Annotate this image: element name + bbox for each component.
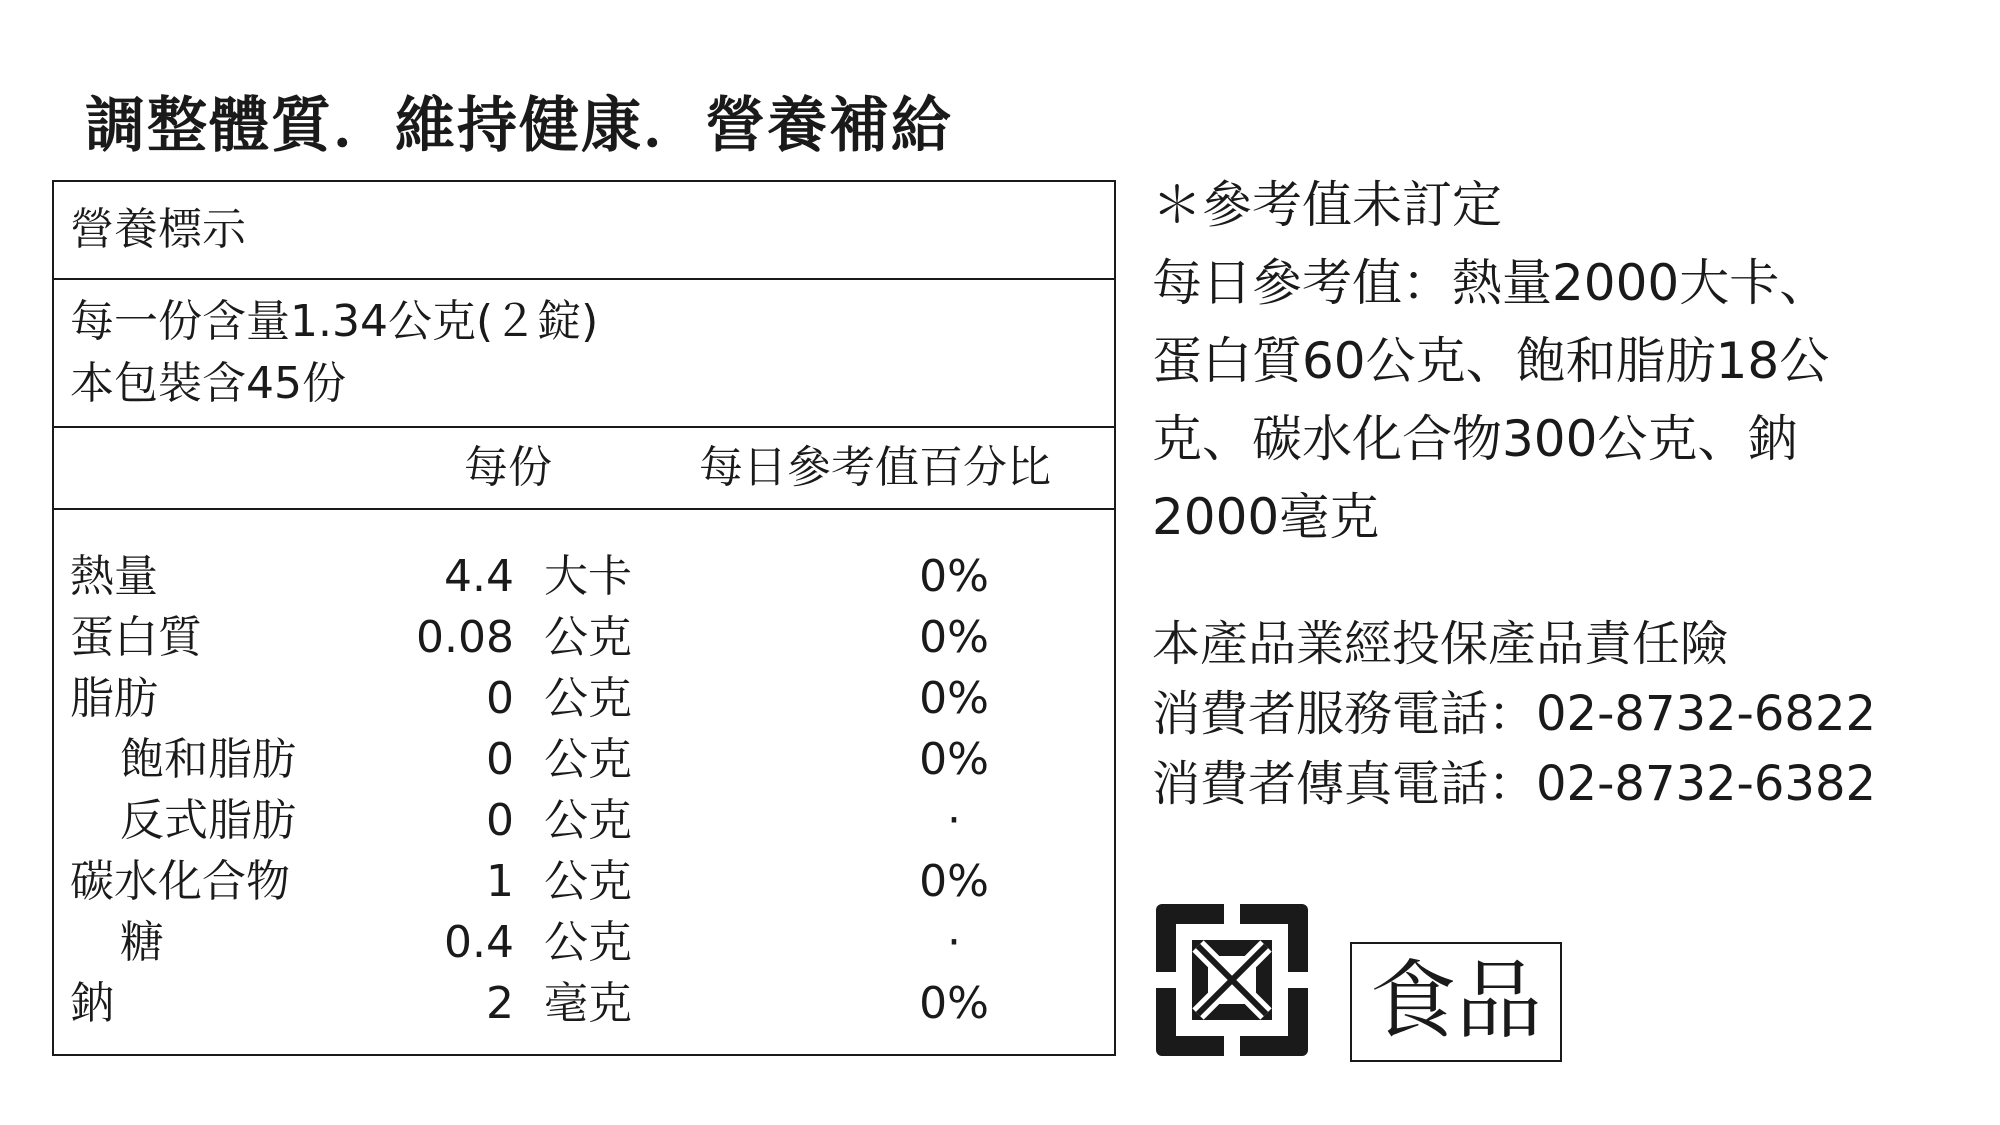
- col-daily-value: 每日參考值百分比: [699, 442, 1051, 493]
- nutrient-value: 2: [486, 978, 514, 1029]
- nutrient-unit: 公克: [544, 673, 632, 724]
- fax-phone: 消費者傳真電話：02-8732-6382: [1152, 756, 1877, 812]
- nutrient-dv: ·: [947, 917, 961, 968]
- nutrient-name: 蛋白質: [70, 612, 202, 663]
- nutrition-label: [52, 180, 1116, 1056]
- nutrient-unit: 公克: [544, 856, 632, 907]
- nutrient-name: 鈉: [70, 978, 114, 1029]
- service-phone: 消費者服務電話：02-8732-6822: [1152, 686, 1877, 742]
- label-title: 營養標示: [70, 204, 246, 255]
- nutrient-unit: 毫克: [544, 978, 632, 1029]
- nutrient-unit: 公克: [544, 795, 632, 846]
- nutrient-row: [54, 912, 1114, 973]
- recycle-icon: [1152, 900, 1312, 1060]
- nutrient-value: 0.4: [444, 917, 514, 968]
- label-title-section: [54, 182, 1114, 280]
- nutrient-row: [54, 851, 1114, 912]
- nutrient-name: 脂肪: [70, 673, 158, 724]
- nutrient-row: [54, 668, 1114, 729]
- daily-value-note: 蛋白質60公克、飽和脂肪18公: [1152, 332, 1830, 390]
- nutrient-row: [54, 973, 1114, 1034]
- nutrient-value: 1: [486, 856, 514, 907]
- nutrient-dv: 0%: [919, 978, 989, 1029]
- nutrient-name: 反式脂肪: [120, 795, 296, 846]
- nutrient-value: 0: [486, 795, 514, 846]
- nutrient-name: 糖: [120, 917, 164, 968]
- nutrient-value: 0.08: [416, 612, 514, 663]
- dv-footnote: ＊參考值未訂定: [1152, 176, 1502, 234]
- nutrient-value: 0: [486, 673, 514, 724]
- nutrient-unit: 公克: [544, 734, 632, 785]
- column-header-section: [54, 428, 1114, 510]
- nutrient-name: 飽和脂肪: [120, 734, 296, 785]
- food-mark: 食品: [1350, 942, 1562, 1062]
- nutrient-unit: 大卡: [544, 551, 632, 602]
- nutrient-dv: 0%: [919, 734, 989, 785]
- daily-value-note: 2000毫克: [1152, 488, 1380, 546]
- nutrient-value: 0: [486, 734, 514, 785]
- nutrient-value: 4.4: [444, 551, 514, 602]
- nutrient-row: [54, 729, 1114, 790]
- nutrient-unit: 公克: [544, 612, 632, 663]
- nutrient-dv: ·: [947, 795, 961, 846]
- daily-value-note: 克、碳水化合物300公克、鈉: [1152, 410, 1798, 468]
- nutrient-name: 熱量: [70, 551, 158, 602]
- daily-value-note: 每日參考值：熱量2000大卡、: [1152, 254, 1830, 312]
- insurance-note: 本產品業經投保產品責任險: [1152, 616, 1729, 672]
- serving-size: 每一份含量1.34公克(２錠): [70, 296, 599, 347]
- servings-per-package: 本包裝含45份: [70, 358, 346, 409]
- headline: 調整體質．維持健康．營養補給: [85, 91, 953, 161]
- nutrient-dv: 0%: [919, 612, 989, 663]
- col-per-serving: 每份: [464, 442, 552, 493]
- nutrient-row: [54, 607, 1114, 668]
- nutrient-unit: 公克: [544, 917, 632, 968]
- nutrient-dv: 0%: [919, 856, 989, 907]
- serving-section: [54, 280, 1114, 428]
- nutrient-dv: 0%: [919, 551, 989, 602]
- nutrient-row: [54, 790, 1114, 851]
- nutrient-name: 碳水化合物: [70, 856, 290, 907]
- nutrient-dv: 0%: [919, 673, 989, 724]
- nutrient-row: [54, 546, 1114, 607]
